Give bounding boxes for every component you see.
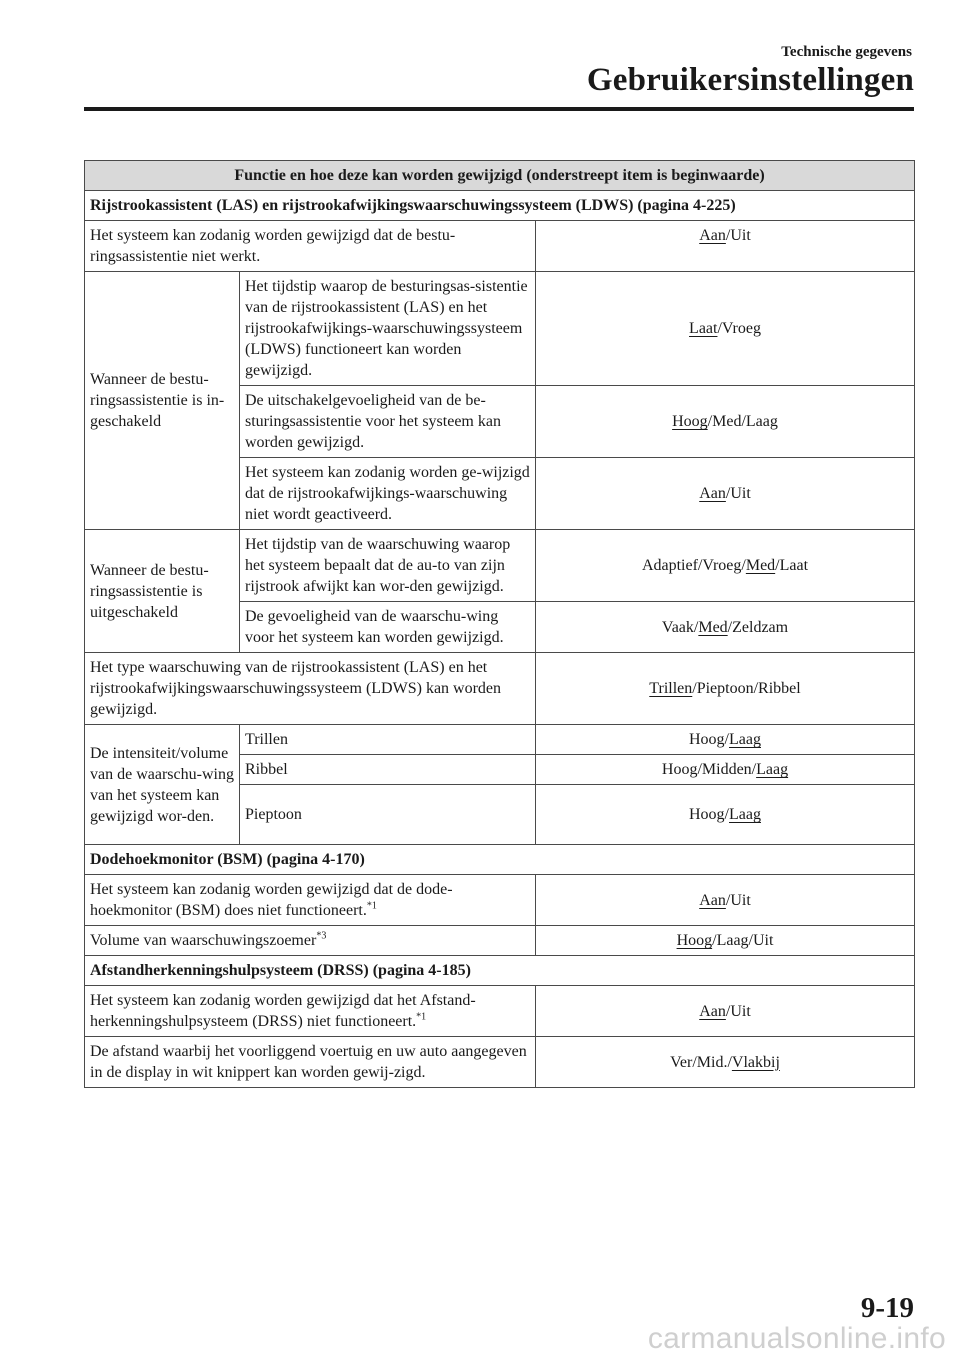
row-description: Het type waarschuwing van de rijstrookassistent (LAS) en het rijstrookafwijkingswaarschuwingssysteem (LDWS) kan worden gewijzigd.	[85, 653, 536, 725]
group-label-assist-on: Wanneer de bestu-ringsassistentie is in-geschakeld	[85, 272, 240, 530]
default-value: Med	[745, 557, 776, 574]
row-value: Adaptief/Vroeg/Med/Laat	[536, 530, 915, 602]
header-rule	[84, 107, 914, 111]
row-description: De uitschakelgevoeligheid van de be-sturingsassistentie voor het systeem kan worden gewijzigd.	[240, 386, 536, 458]
table-row	[85, 530, 915, 602]
default-value: Trillen	[649, 680, 693, 697]
table-row	[85, 1037, 915, 1088]
default-value: Hoog	[676, 932, 713, 949]
default-value: Vlakbij	[731, 1053, 780, 1071]
row-description: Volume van waarschuwingszoemer$^{*3}$	[85, 926, 536, 956]
default-value: Laag	[729, 731, 761, 748]
table-row	[85, 221, 915, 272]
row-value: Trillen/Pieptoon/Ribbel	[536, 653, 915, 725]
table-row	[85, 986, 915, 1037]
page-number: 9-19	[860, 1292, 914, 1324]
table-row	[85, 653, 915, 725]
row-value: Laat/Vroeg	[536, 272, 915, 386]
table-row	[85, 725, 915, 755]
section-title-drss: Afstandherkenningshulpsysteem (DRSS) (pagina 4-185)	[85, 956, 915, 986]
table-row	[85, 272, 915, 386]
section-row-las	[85, 191, 915, 221]
settings-table	[84, 160, 915, 1088]
footnote-marker: *3	[316, 930, 327, 942]
row-description: Het systeem kan zodanig worden gewijzigd dat de dode- hoekmonitor (BSM) does niet functioneert.$^{*1}$	[85, 875, 536, 926]
default-value: Aan	[699, 485, 726, 502]
row-description: De afstand waarbij het voorliggend voertuig en uw auto aangegeven in de display in wit knippert kan worden gewij-zigd.	[85, 1037, 536, 1088]
default-value: Med	[698, 618, 728, 636]
default-value: Hoog	[672, 413, 708, 430]
row-description: Het systeem kan zodanig worden ge-wijzigd dat de rijstrookafwijkings-waarschuwing niet wordt geactiveerd.	[240, 458, 536, 530]
group-label-assist-off: Wanneer de bestu-ringsassistentie is uitgeschakeld	[85, 530, 240, 653]
section-title-bsm: Dodehoekmonitor (BSM) (pagina 4-170)	[85, 845, 915, 875]
default-value: Laat	[689, 320, 718, 337]
table-row	[85, 926, 915, 956]
footnote-marker: *1	[416, 1011, 427, 1023]
table-header-row	[85, 161, 915, 191]
table-row	[85, 875, 915, 926]
row-subitem: Ribbel	[240, 755, 536, 785]
row-description: Het tijdstip van de waarschuwing waarop het systeem bepaalt dat de au-to van zijn rijstrook afwijkt kan wor-den gewijzigd.	[240, 530, 536, 602]
row-subitem: Trillen	[240, 725, 536, 755]
footnote-marker: *1	[366, 900, 377, 912]
row-value: Hoog/Laag	[536, 785, 915, 845]
section-name: Technische gegevens	[781, 44, 912, 60]
section-row-bsm	[85, 845, 915, 875]
row-value: Vaak/Med/Zeldzam	[536, 602, 915, 653]
row-value: Hoog/Med/Laag	[536, 386, 915, 458]
row-description: Het systeem kan zodanig worden gewijzigd dat de bestu-ringsassistentie niet werkt.	[85, 221, 536, 272]
row-value: Aan/Uit	[536, 458, 915, 530]
row-value: Aan/Uit	[536, 986, 915, 1037]
default-value: Laag	[756, 761, 789, 778]
row-value: Hoog/Laag/Uit	[536, 926, 915, 956]
row-description: De gevoeligheid van de waarschu-wing voor het systeem kan worden gewijzigd.	[240, 602, 536, 653]
row-subitem: Pieptoon	[240, 785, 536, 845]
default-value: Aan	[699, 227, 726, 244]
default-value: Aan	[699, 891, 726, 909]
row-value: Hoog/Laag	[536, 725, 915, 755]
table-header: Functie en hoe deze kan worden gewijzigd (onderstreept item is beginwaarde)	[85, 161, 915, 191]
default-value: Laag	[729, 806, 761, 823]
row-value: Ver/Mid./Vlakbij	[536, 1037, 915, 1088]
page-title: Gebruikersinstellingen	[586, 62, 914, 98]
default-value: Aan	[699, 1002, 726, 1020]
row-value: Hoog/Midden/Laag	[536, 755, 915, 785]
row-description: Het tijdstip waarop de besturingsas-sistentie van de rijstrookassistent (LAS) en het rijstrookafwijkings-waarschuwingssysteem (LDWS) functioneert kan worden gewijzigd.	[240, 272, 536, 386]
section-row-drss	[85, 956, 915, 986]
section-title-las: Rijstrookassistent (LAS) en rijstrookafwijkingswaarschuwingssysteem (LDWS) (pagina 4-225)	[85, 191, 915, 221]
row-description: Het systeem kan zodanig worden gewijzigd dat het Afstand- herkenningshulpsysteem (DRSS) niet functioneert.$^{*1}$	[85, 986, 536, 1037]
group-label-intensity: De intensiteit/volume van de waarschu-wing van het systeem kan gewijzigd wor-den.	[85, 725, 240, 845]
row-value: Aan/Uit	[536, 221, 915, 272]
watermark: carmanualsonline.info	[647, 1322, 946, 1355]
row-value: Aan/Uit	[536, 875, 915, 926]
